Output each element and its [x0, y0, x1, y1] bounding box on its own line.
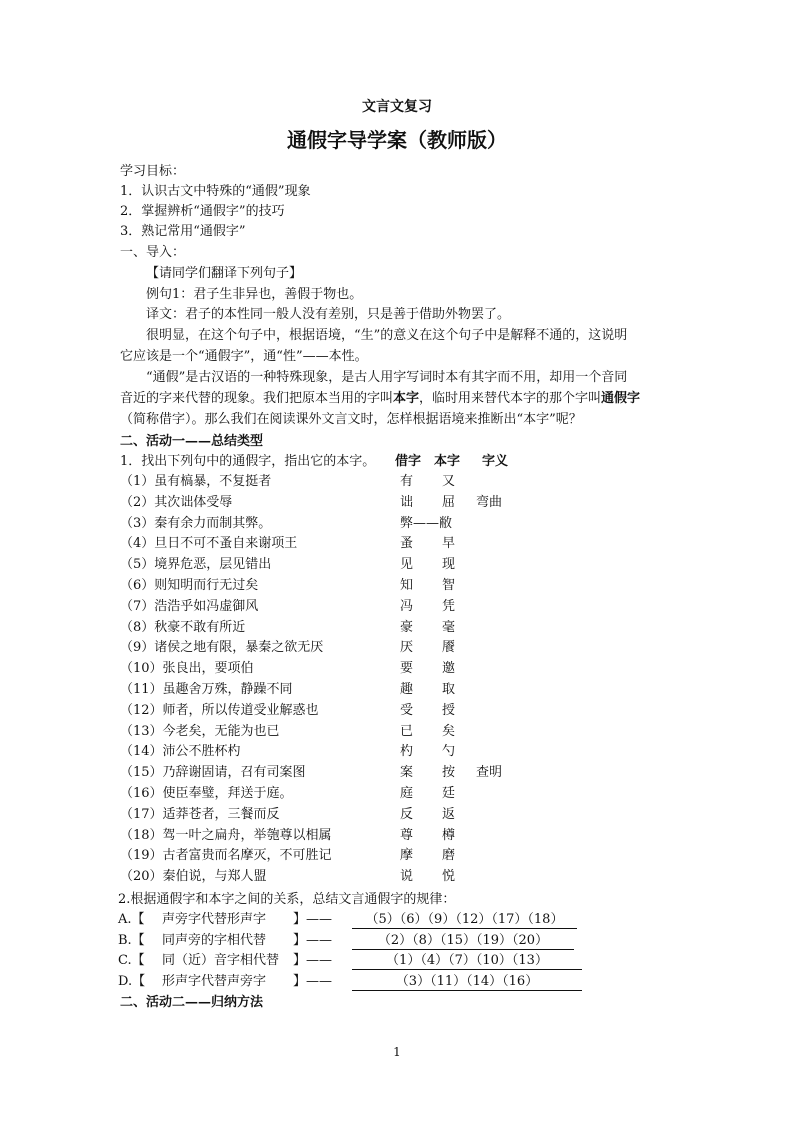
summary-answer: （3）（11）（14）（16）	[352, 972, 582, 991]
document-subtitle: 文言文复习	[362, 99, 432, 115]
summary-dash: 】——	[293, 953, 333, 968]
borrowed-char: 有	[400, 474, 414, 489]
example-sentence: （1）虽有槁暴，不复挺者	[120, 474, 272, 489]
summary-label: A.【	[118, 912, 145, 927]
original-char: 餍	[442, 640, 456, 656]
summary-task: 2.根据通假字和本字之间的关系，总结文言通假字的规律：	[118, 892, 456, 907]
borrowed-char: 冯	[400, 598, 414, 614]
term-benzi: 本字	[393, 391, 420, 406]
text-run: ，临时用来替代本字的那个字叫	[419, 391, 602, 406]
example-sentence: （13）今老矣，无能为也已	[120, 723, 280, 739]
original-char: 返	[442, 806, 456, 822]
borrowed-char: 厌	[400, 640, 414, 656]
summary-answer: （1）（4）（7）（10）（13）	[352, 951, 582, 970]
original-char: 凭	[442, 598, 456, 614]
example-sentence: （16）使臣奉璧，拜送于庭。	[120, 786, 293, 801]
intro-paragraph-1: 它应该是一个“通假字”，通“性”——本性。	[120, 349, 368, 364]
intro-paragraph-2: “通假”是古汉语的一种特殊现象，是古人用字写词时本有其字而不用，却用一个音同	[146, 370, 628, 385]
borrowed-char: 案	[400, 765, 414, 781]
borrowed-char: 见	[400, 557, 414, 573]
goal-item: 2．掌握辨析“通假字”的技巧	[120, 204, 285, 219]
borrowed-char: 趣	[400, 682, 414, 697]
example-sentence: （5）境界危恶，层见错出	[120, 557, 272, 573]
example-sentence: （11）虽趣舍万殊，静躁不同	[120, 682, 293, 697]
borrowed-char: 知	[400, 578, 414, 593]
original-char: 邀	[442, 661, 456, 677]
goals-heading: 学习目标：	[120, 164, 186, 179]
summary-dash: 】——	[293, 912, 333, 927]
borrowed-char: 要	[400, 661, 414, 677]
example-sentence: （3）秦有余力而制其弊。	[120, 515, 272, 531]
document-title: 通假字导学案（教师版）	[287, 128, 507, 152]
summary-rule: 同（近）音字相代替	[162, 953, 280, 968]
intro-paragraph-1: 很明显，在这个句子中，根据语境，“生”的意义在这个句子中是解释不通的，这说明	[146, 328, 628, 343]
original-char: 矣	[442, 723, 456, 739]
example-sentence: （6）则知明而行无过矣	[120, 578, 259, 593]
borrowed-char: 诎	[400, 494, 414, 510]
borrowed-char: 蚤	[400, 536, 414, 552]
original-char: 又	[442, 474, 456, 489]
borrowed-char: 反	[400, 806, 414, 822]
summary-dash: 】——	[293, 974, 333, 989]
original-char: 勺	[442, 744, 456, 760]
summary-rule: 同声旁的字相代替	[162, 933, 267, 948]
original-char: 早	[442, 536, 456, 552]
borrowed-char: 豪	[400, 619, 414, 635]
intro-example: 例句1：君子生非异也，善假于物也。	[146, 287, 363, 302]
example-sentence: （18）驾一叶之扁舟，举匏尊以相属	[120, 827, 332, 843]
borrowed-char: 弊——敝	[400, 515, 453, 531]
original-char: 取	[442, 682, 456, 697]
original-char: 按	[442, 765, 456, 781]
page-number: 1	[393, 1045, 401, 1059]
example-sentence: （7）浩浩乎如冯虚御风	[120, 598, 259, 614]
original-char: 屈	[442, 494, 456, 510]
activity1-heading: 二、活动一——总结类型	[120, 434, 264, 449]
borrowed-char: 庭	[400, 786, 414, 801]
activity2-heading: 二、活动二——归纳方法	[120, 995, 264, 1010]
summary-rule: 声旁字代替形声字	[162, 912, 267, 927]
intro-heading: 一、导入：	[120, 245, 186, 260]
example-sentence: （17）适莽苍者，三餐而反	[120, 806, 280, 822]
activity1-task-line	[120, 452, 670, 471]
borrowed-char: 杓	[400, 744, 414, 760]
summary-label: C.【	[118, 953, 145, 968]
intro-paragraph-2: （简称借字）。那么我们在阅读课外文言文时，怎样根据语境来推断出“本字”呢？	[120, 412, 582, 427]
goal-item: 3．熟记常用“通假字”	[120, 224, 246, 239]
borrowed-char: 已	[400, 723, 414, 739]
borrowed-char: 说	[400, 869, 414, 885]
example-sentence: （8）秋豪不敢有所近	[120, 619, 246, 635]
example-sentence: （19）古者富贵而名摩灭，不可胜记	[120, 848, 332, 864]
example-sentence: （20）秦伯说，与郑人盟	[120, 869, 267, 885]
goal-item: 1．认识古文中特殊的“通假”现象	[120, 184, 311, 199]
summary-answer: （2）（8）（15）（19）（20）	[352, 931, 574, 950]
original-char: 樽	[442, 827, 456, 843]
char-meaning: 查明	[476, 765, 503, 781]
intro-translation: 译文：君子的本性同一般人没有差别，只是善于借助外物罢了。	[146, 307, 511, 322]
original-char: 现	[442, 557, 456, 573]
example-sentence: （9）诸侯之地有限，暴秦之欲无厌	[120, 640, 324, 656]
summary-answer: （5）（6）（9）（12）（17）（18）	[352, 910, 577, 929]
original-char: 授	[442, 702, 456, 718]
column-header-yi: 字义	[482, 454, 509, 469]
example-sentence: （2）其次诎体受辱	[120, 494, 233, 510]
original-char: 悦	[442, 869, 456, 885]
original-char: 智	[442, 578, 456, 593]
original-char: 磨	[442, 848, 456, 864]
example-sentence: （15）乃辞谢固请，召有司案图	[120, 765, 306, 781]
text-run: 音近的字来代替的现象。我们把原本当用的字叫	[120, 391, 394, 406]
example-sentence: （14）沛公不胜杯杓	[120, 744, 241, 760]
summary-label: B.【	[118, 933, 145, 948]
term-tongjiazi: 通假字	[601, 391, 641, 406]
example-sentence: （10）张良出，要项伯	[120, 661, 254, 677]
borrowed-char: 摩	[400, 848, 414, 864]
activity1-task: 1．找出下列句中的通假字，指出它的本字。	[120, 454, 376, 469]
summary-rule: 形声字代替声旁字	[162, 974, 267, 989]
example-sentence: （4）旦日不可不蚤自来谢项王	[120, 536, 298, 552]
example-sentence: （12）师者，所以传道受业解惑也	[120, 702, 319, 718]
summary-label: D.【	[118, 974, 146, 989]
original-char: 廷	[442, 786, 456, 801]
summary-dash: 】——	[293, 933, 333, 948]
original-char: 毫	[442, 619, 456, 635]
borrowed-char: 尊	[400, 827, 414, 843]
column-header-jie: 借字	[395, 454, 422, 469]
char-meaning: 弯曲	[476, 494, 503, 510]
column-header-ben: 本字	[434, 454, 461, 469]
intro-prompt: 【请同学们翻译下列句子】	[146, 266, 303, 281]
borrowed-char: 受	[400, 702, 414, 718]
intro-paragraph-2	[120, 389, 640, 408]
